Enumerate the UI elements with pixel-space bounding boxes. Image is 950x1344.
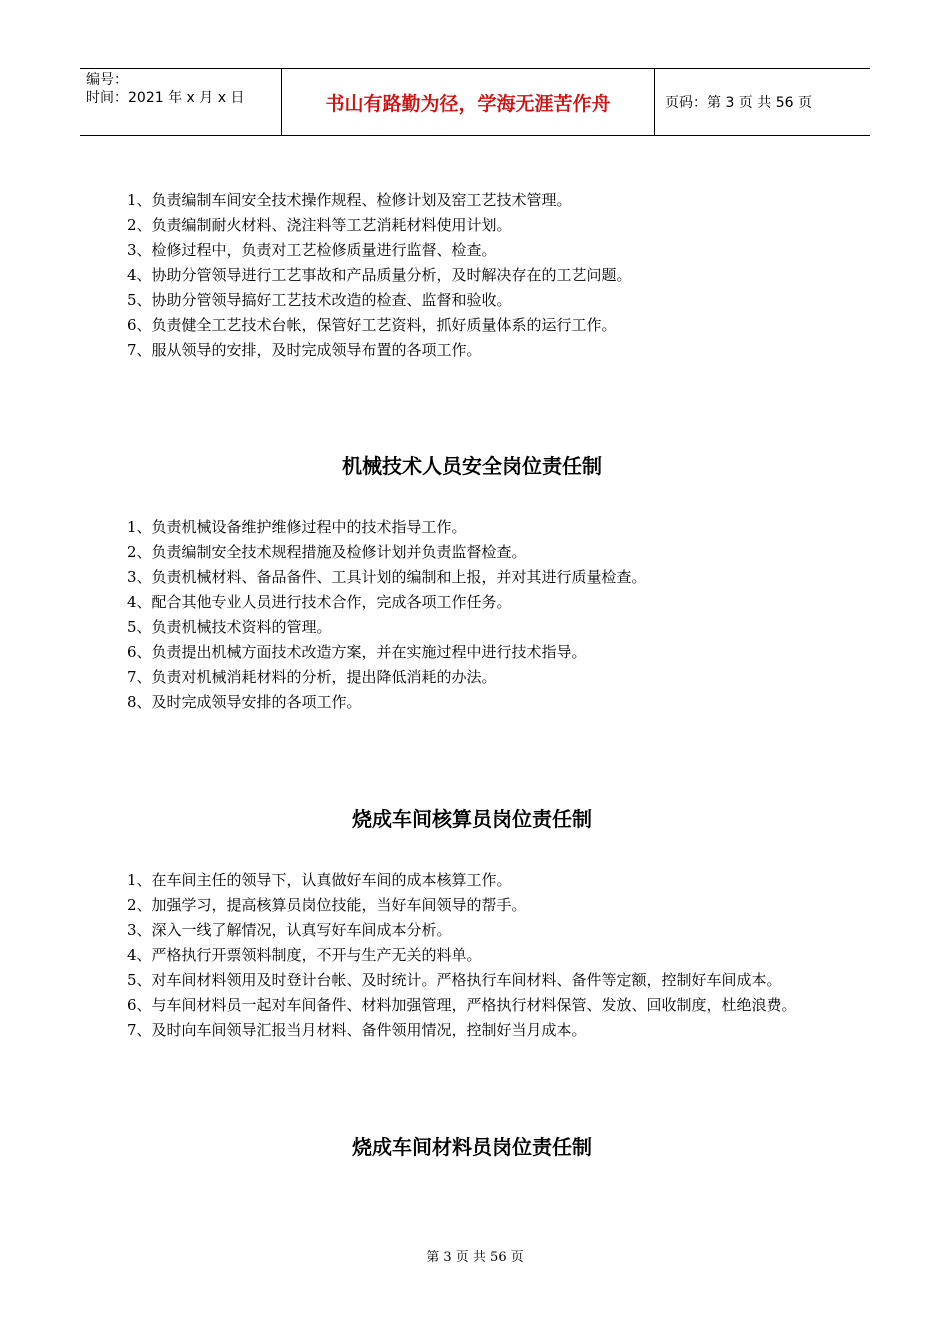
- header-meta: [80, 69, 282, 135]
- section-2-list: [127, 515, 837, 715]
- list-item: 1、负责机械设备维护维修过程中的技术指导工作。: [127, 518, 467, 536]
- list-item: 6、负责健全工艺技术台帐，保管好工艺资料，抓好质量体系的运行工作。: [127, 316, 617, 334]
- list-item: 5、对车间材料领用及时登计台帐、及时统计。严格执行车间材料、备件等定额，控制好车间成本。: [127, 971, 782, 989]
- list-item: 4、配合其他专业人员进行技术合作，完成各项工作任务。: [127, 593, 512, 611]
- list-item: 8、及时完成领导安排的各项工作。: [127, 693, 362, 711]
- header-page-label: 页码：第 3 页 共 56 页: [665, 95, 812, 111]
- header-motto: 书山有路勤为径，学海无涯苦作舟: [282, 69, 655, 135]
- number-label: 编号：: [86, 72, 128, 88]
- page-header: [80, 68, 870, 136]
- list-item: 2、加强学习，提高核算员岗位技能，当好车间领导的帮手。: [127, 896, 527, 914]
- list-item: 6、负责提出机械方面技术改造方案，并在实施过程中进行技术指导。: [127, 643, 587, 661]
- list-item: 2、负责编制安全技术规程措施及检修计划并负责监督检查。: [127, 543, 527, 561]
- section-title-accountant: 烧成车间核算员岗位责任制: [352, 807, 592, 831]
- list-item: 3、深入一线了解情况，认真写好车间成本分析。: [127, 921, 452, 939]
- section-title-mechanical: 机械技术人员安全岗位责任制: [342, 454, 602, 478]
- list-item: 5、协助分管领导搞好工艺技术改造的检查、监督和验收。: [127, 291, 512, 309]
- list-item: 6、与车间材料员一起对车间备件、材料加强管理，严格执行材料保管、发放、回收制度，杜绝浪费。: [127, 996, 797, 1014]
- list-item: 2、负责编制耐火材料、浇注料等工艺消耗材料使用计划。: [127, 216, 512, 234]
- list-item: 3、负责机械材料、备品备件、工具计划的编制和上报，并对其进行质量检查。: [127, 568, 647, 586]
- list-item: 7、及时向车间领导汇报当月材料、备件领用情况，控制好当月成本。: [127, 1021, 587, 1039]
- list-item: 1、负责编制车间安全技术操作规程、检修计划及窑工艺技术管理。: [127, 191, 572, 209]
- section-title-materials: 烧成车间材料员岗位责任制: [352, 1135, 592, 1159]
- document-body: [127, 188, 837, 1160]
- date-label: 时间：2021 年 x 月 x 日: [86, 90, 245, 106]
- list-item: 4、严格执行开票领料制度，不开与生产无关的料单。: [127, 946, 482, 964]
- list-item: 7、负责对机械消耗材料的分析，提出降低消耗的办法。: [127, 668, 497, 686]
- list-item: 7、服从领导的安排，及时完成领导布置的各项工作。: [127, 341, 482, 359]
- section-1-list: [127, 188, 837, 363]
- list-item: 1、在车间主任的领导下，认真做好车间的成本核算工作。: [127, 871, 512, 889]
- page-footer: 第 3 页 共 56 页: [426, 1250, 524, 1265]
- list-item: 5、负责机械技术资料的管理。: [127, 618, 332, 636]
- list-item: 4、协助分管领导进行工艺事故和产品质量分析，及时解决存在的工艺问题。: [127, 266, 632, 284]
- section-3-list: [127, 868, 837, 1043]
- list-item: 3、检修过程中，负责对工艺检修质量进行监督、检查。: [127, 241, 497, 259]
